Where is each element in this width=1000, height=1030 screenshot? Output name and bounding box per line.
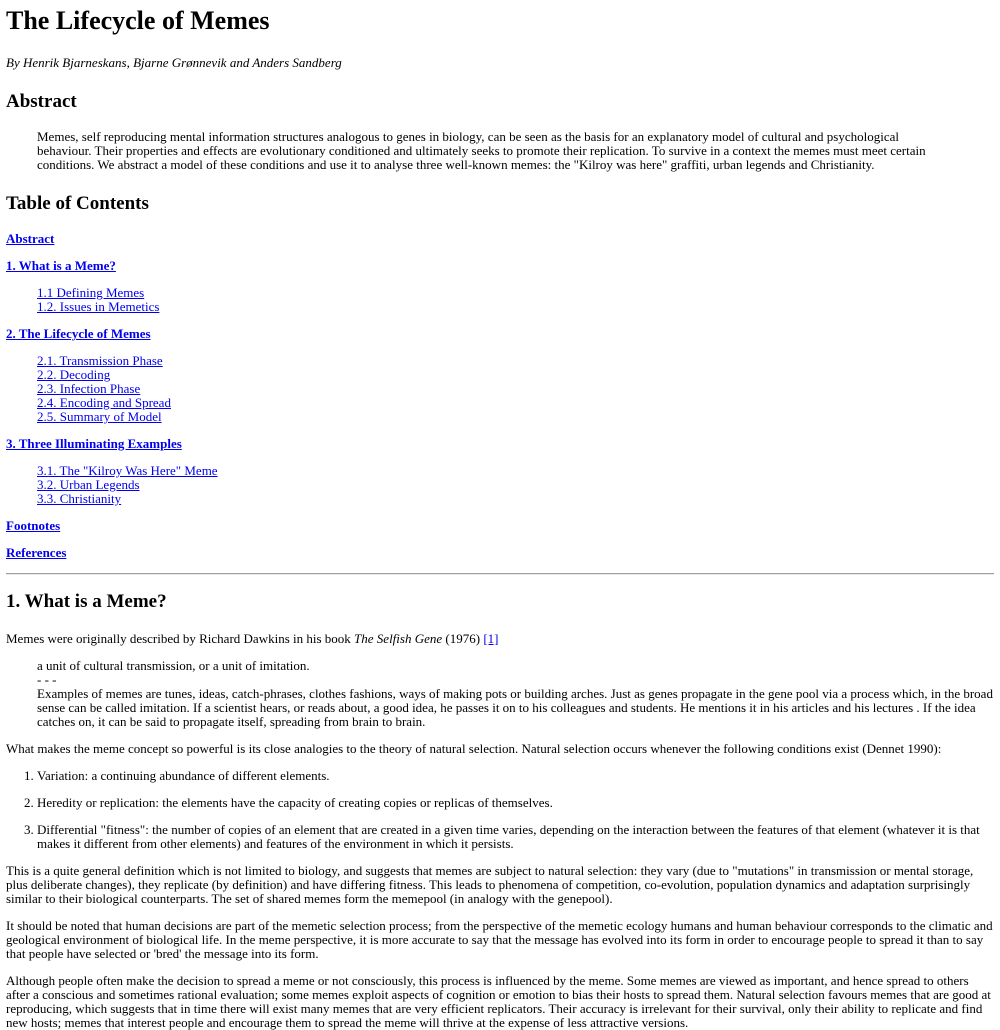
toc-link-section-1[interactable]: 1. What is a Meme? xyxy=(6,258,116,273)
selection-intro: What makes the meme concept so powerful is its close analogies to the theory of natural selection. Natural selection occurs whenever the following conditions exist (Dennet 1990): xyxy=(6,741,942,756)
toc-entry-section-2 xyxy=(6,327,994,341)
toc-entry-references xyxy=(6,546,994,560)
quote-line-2: Examples of memes are tunes, ideas, catch-phrases, clothes fashions, ways of making pots or building arches. Just as genes propagate in the gene pool via a process which, in the broad sense can be called imitation. If a scientist hears, or reads about, a good idea, he passes it on to his colleagues and students. He mentions it in his articles and his lectures . If the idea catches on, it can be said to propagate itself, spreading from brain to brain. xyxy=(37,686,993,729)
footnote-link-1[interactable]: [1] xyxy=(483,631,499,646)
toc-subgroup-section-3 xyxy=(37,464,994,506)
dawkins-quote xyxy=(37,659,994,729)
paragraph-human-decisions: It should be noted that human decisions are part of the memetic selection process; from the perspective of the memetic ecology humans and human behaviour corresponds to the climatic and geological environment of biological life. In the meme perspective, it is more accurate to say that the message has evolved into its form in order to encourage people to spread it than to say that people have selected or 'bred' the message into its form. xyxy=(6,918,993,961)
toc-link-2-3[interactable]: 2.3. Infection Phase xyxy=(37,381,141,396)
toc-link-section-2[interactable]: 2. The Lifecycle of Memes xyxy=(6,326,151,341)
selection-conditions-list xyxy=(6,769,994,851)
page-title: The Lifecycle of Memes xyxy=(6,6,270,35)
document-page xyxy=(0,6,1000,1030)
toc-entry-section-1 xyxy=(6,259,994,273)
toc-link-footnotes[interactable]: Footnotes xyxy=(6,518,61,533)
toc-subgroup-section-2 xyxy=(37,354,994,424)
intro-year: (1976) xyxy=(442,631,484,646)
toc-link-3-3[interactable]: 3.3. Christianity xyxy=(37,491,122,506)
byline: By Henrik Bjarneskans, Bjarne Grønnevik and Anders Sandberg xyxy=(6,55,342,70)
toc-entry-section-3 xyxy=(6,437,994,451)
section-1-intro xyxy=(6,632,994,646)
toc-link-2-2[interactable]: 2.2. Decoding xyxy=(37,367,111,382)
toc-entry-footnotes xyxy=(6,519,994,533)
toc-link-abstract[interactable]: Abstract xyxy=(6,231,55,246)
abstract-text: Memes, self reproducing mental information structures analogous to genes in biology, can be seen as the basis for an explanatory model of cultural and psychological behaviour. Their properties and effects are evolutionary conditioned and ultimately seeks to promote their replication. To survive in a context the memes must meet certain conditions. We abstract a model of these conditions and use it to analyse three well-known memes: the "Kilroy was here" graffiti, urban legends and Christianity. xyxy=(37,129,926,172)
toc-subgroup-section-1 xyxy=(37,286,994,314)
toc-link-2-5[interactable]: 2.5. Summary of Model xyxy=(37,409,162,424)
list-item: 3. Differential "fitness": the number of copies of an element that are created in a given time varies, depending on the interaction between the features of that element (whatever it is that makes it different from other elements) and features of the environment in which it persists. xyxy=(37,823,994,851)
book-title: The Selfish Gene xyxy=(354,631,443,646)
section-divider xyxy=(6,573,994,575)
toc-heading: Table of Contents xyxy=(6,193,149,214)
intro-text: Memes were originally described by Richard Dawkins in his book xyxy=(6,631,355,646)
toc-link-1-1[interactable]: 1.1 Defining Memes xyxy=(37,285,145,300)
toc-link-3-2[interactable]: 3.2. Urban Legends xyxy=(37,477,140,492)
toc-link-2-4[interactable]: 2.4. Encoding and Spread xyxy=(37,395,171,410)
quote-separator: - - - xyxy=(37,672,57,687)
section-1-heading: 1. What is a Meme? xyxy=(6,591,167,612)
paragraph-memepool: This is a quite general definition which is not limited to biology, and suggests that memes are subject to natural selection: they vary (due to "mutations" in transmission or mental storage, plus deliberate changes), they replicate (by definition) and have differing fitness. This leads to phenomena of competition, co-evolution, population dynamics and adaptation surprisingly similar to their biological counterparts. The set of shared memes form the memepool (in analogy with the genepool). xyxy=(6,863,974,906)
list-item: 1. Variation: a continuing abundance of different elements. xyxy=(37,769,994,783)
toc-link-references[interactable]: References xyxy=(6,545,67,560)
toc-link-3-1[interactable]: 3.1. The "Kilroy Was Here" Meme xyxy=(37,463,218,478)
toc-link-2-1[interactable]: 2.1. Transmission Phase xyxy=(37,353,163,368)
list-item: 2. Heredity or replication: the elements have the capacity of creating copies or replicas of themselves. xyxy=(37,796,994,810)
toc-link-1-2[interactable]: 1.2. Issues in Memetics xyxy=(37,299,160,314)
toc-entry-abstract xyxy=(6,232,994,246)
paragraph-spread: Although people often make the decision to spread a meme or not consciously, this process is influenced by the meme. Some memes are viewed as important, and hence spread to others after a conscious and sometimes rational evaluation; some memes exploit aspects of cognition or emotion to bias their hosts to spread them. Natural selection favours memes that are good at reproducing, which suggests that in time there will exist many memes that are very efficient replicators. Their accuracy is irrelevant for their survival, only their ability to replicate and find new hosts; memes that interest people and encourage them to spread the meme will thrive at the expense of less attractive versions. xyxy=(6,973,991,1030)
toc-link-section-3[interactable]: 3. Three Illuminating Examples xyxy=(6,436,182,451)
abstract-heading: Abstract xyxy=(6,91,77,112)
quote-line-1: a unit of cultural transmission, or a unit of imitation. xyxy=(37,658,310,673)
